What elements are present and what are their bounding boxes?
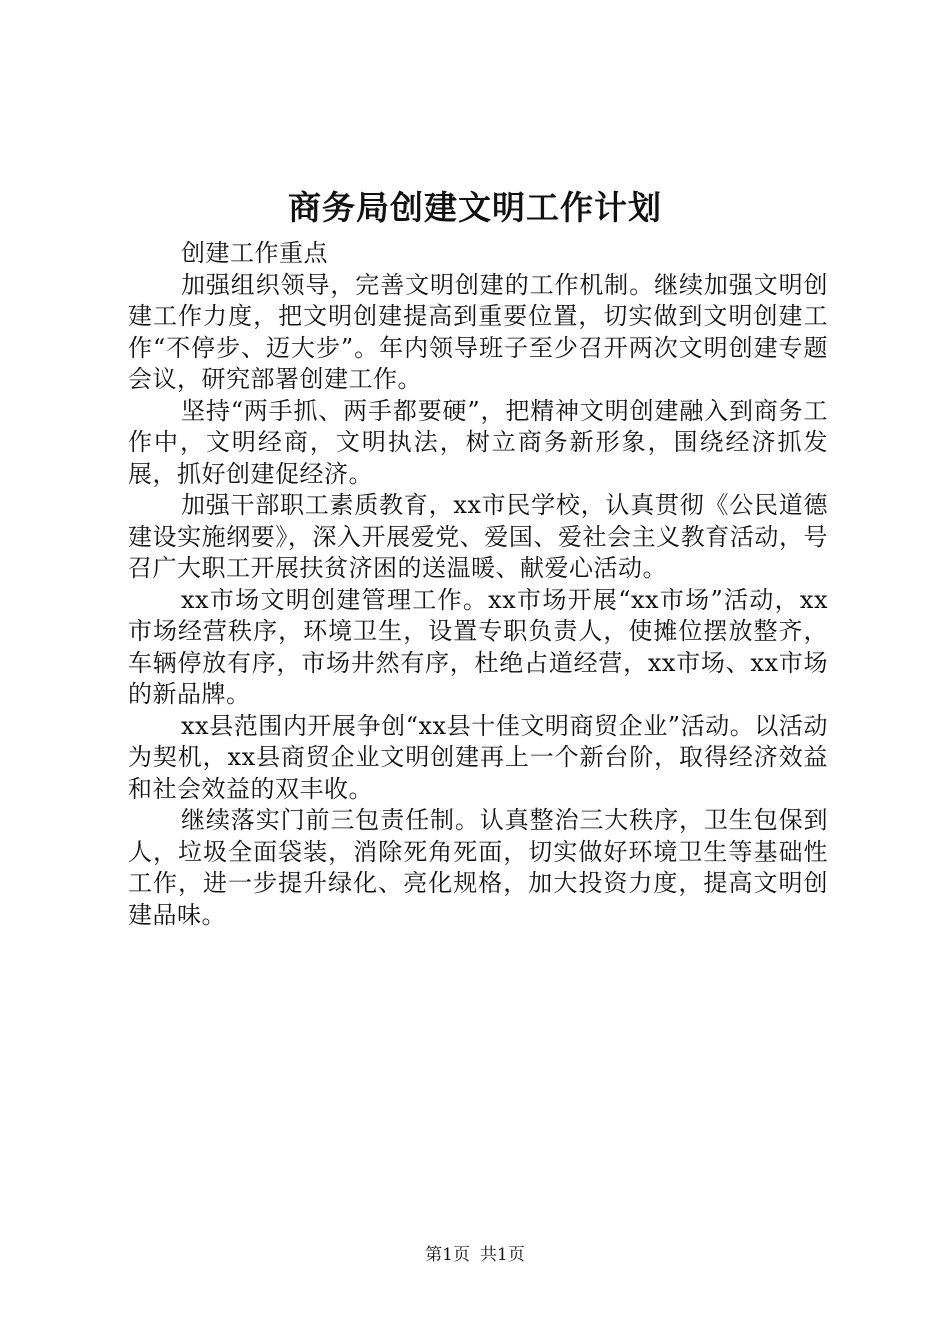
page-number: 第1页 [425, 1245, 470, 1265]
page-total: 共1页 [480, 1245, 525, 1265]
paragraph-two-hands: 坚持“两手抓、两手都要硬”，把精神文明创建融入到商务工作中，文明经商，文明执法，树立商务新形象，围绕经济抓发展，抓好创建促经济。 [128, 396, 828, 488]
page-footer [0, 1243, 950, 1267]
paragraph-county: xx县范围内开展争创“xx县十佳文明商贸企业”活动。以活动为契机，xx县商贸企业文明创建再上一个新台阶，取得经济效益和社会效益的双丰收。 [128, 711, 828, 803]
paragraph-organization: 加强组织领导，完善文明创建的工作机制。继续加强文明创建工作力度，把文明创建提高到重要位置，切实做到文明创建工作“不停步、迈大步”。年内领导班子至少召开两次文明创建专题会议，研究部署创建工作。 [128, 270, 828, 393]
section-heading: 创建工作重点 [181, 239, 328, 267]
paragraph-responsibility: 继续落实门前三包责任制。认真整治三大秩序，卫生包保到人，垃圾全面袋装，消除死角死面，切实做好环境卫生等基础性工作，进一步提升绿化、亮化规格，加大投资力度，提高文明创建品味。 [128, 806, 828, 929]
document-body [128, 238, 828, 931]
paragraph-education: 加强干部职工素质教育，xx市民学校，认真贯彻《公民道德建设实施纲要》，深入开展爱党、爱国、爱社会主义教育活动，号召广大职工开展扶贫济困的送温暖、献爱心活动。 [128, 491, 828, 582]
document-title: 商务局创建文明工作计划 [288, 188, 662, 227]
paragraph-market: xx市场文明创建管理工作。xx市场开展“xx市场”活动，xx市场经营秩序，环境卫生，设置专职负责人，使摊位摆放整齐，车辆停放有序，市场井然有序，杜绝占道经营，xx市场、xx市场的新品牌。 [128, 585, 828, 708]
